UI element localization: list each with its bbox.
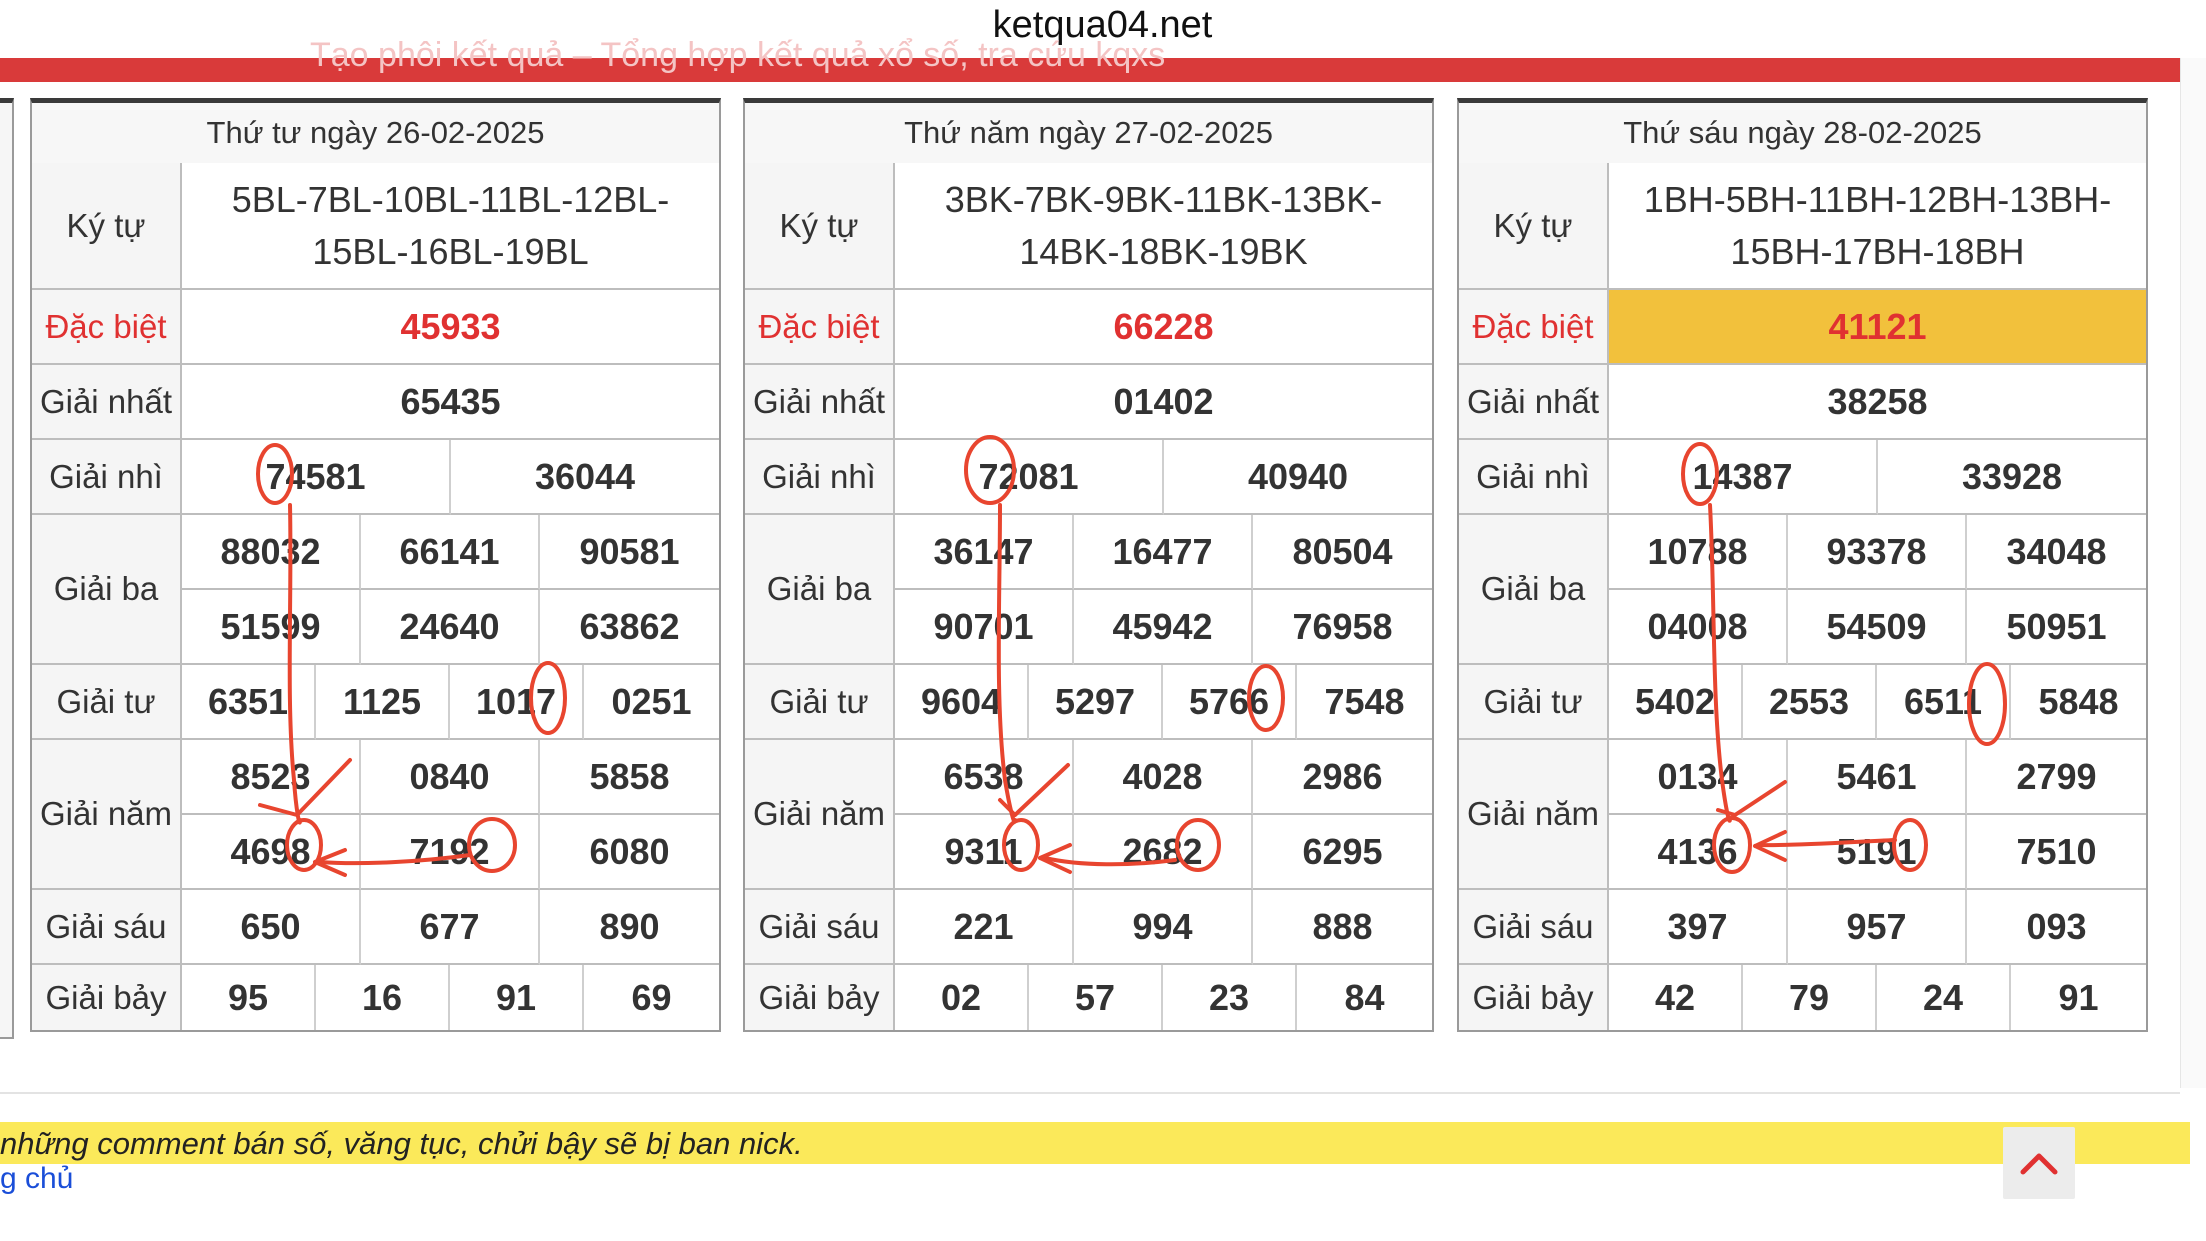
- third-prize: 50951: [1967, 590, 2146, 665]
- fifth-prize: 6080: [540, 815, 719, 890]
- serial-codes: [1609, 163, 2146, 290]
- sixth-prize: 397: [1609, 890, 1788, 965]
- previous-result-card-edge: [0, 98, 14, 1039]
- sixth-prize: 957: [1788, 890, 1967, 965]
- second-prize: 36044: [451, 440, 719, 515]
- banner-text: Tạo phôi kết quả – Tổng hợp kết quả xổ số, tra cứu kqxs: [310, 36, 1166, 74]
- label-giai-nam: Giải năm: [745, 740, 895, 890]
- fourth-prize: 1017: [450, 665, 584, 740]
- fourth-prize: 5297: [1029, 665, 1163, 740]
- seventh-prize: 42: [1609, 965, 1743, 1030]
- result-card-1: [30, 98, 721, 1032]
- label-giai-ba: Giải ba: [745, 515, 895, 665]
- seventh-prize: 95: [182, 965, 316, 1030]
- fourth-prize: 5848: [2011, 665, 2146, 740]
- fifth-prize: 8523: [182, 740, 361, 815]
- serial-line-1: 5BL-7BL-10BL-11BL-12BL-: [231, 178, 670, 220]
- first-prize: 38258: [1609, 365, 2146, 440]
- seventh-prize: 24: [1877, 965, 2011, 1030]
- red-nav-bar: [0, 36, 2180, 82]
- serial-codes: [895, 163, 1432, 290]
- third-prize: 93378: [1788, 515, 1967, 590]
- label-kytu: Ký tự: [32, 163, 182, 290]
- seventh-prize: 02: [895, 965, 1029, 1030]
- third-prize: 80504: [1253, 515, 1432, 590]
- label-giai-nhi: Giải nhì: [745, 440, 895, 515]
- sixth-prize: 677: [361, 890, 540, 965]
- seventh-prize: 79: [1743, 965, 1877, 1030]
- fifth-prize: 2682: [1074, 815, 1253, 890]
- chevron-up-icon: [2019, 1150, 2059, 1176]
- first-prize: 01402: [895, 365, 1432, 440]
- label-giai-sau: Giải sáu: [745, 890, 895, 965]
- fifth-prize: 9311: [895, 815, 1074, 890]
- third-prize: 10788: [1609, 515, 1788, 590]
- sixth-prize: 890: [540, 890, 719, 965]
- label-giai-sau: Giải sáu: [32, 890, 182, 965]
- label-giai-nhi: Giải nhì: [32, 440, 182, 515]
- fifth-prize: 2799: [1967, 740, 2146, 815]
- label-giai-nhi: Giải nhì: [1459, 440, 1609, 515]
- card-date-header: Thứ năm ngày 27-02-2025: [745, 103, 1432, 165]
- third-prize: 24640: [361, 590, 540, 665]
- label-kytu: Ký tự: [745, 163, 895, 290]
- fifth-prize: 0840: [361, 740, 540, 815]
- serial-codes: [182, 163, 719, 290]
- seventh-prize: 84: [1297, 965, 1432, 1030]
- label-giai-nam: Giải năm: [32, 740, 182, 890]
- label-giai-sau: Giải sáu: [1459, 890, 1609, 965]
- fourth-prize: 9604: [895, 665, 1029, 740]
- fifth-prize: 5191: [1788, 815, 1967, 890]
- label-dac-biet: Đặc biệt: [32, 290, 182, 365]
- label-giai-ba: Giải ba: [32, 515, 182, 665]
- third-prize: 51599: [182, 590, 361, 665]
- fourth-prize: 5766: [1163, 665, 1297, 740]
- result-card-2: [743, 98, 1434, 1032]
- fourth-prize: 6511: [1877, 665, 2011, 740]
- scrollbar[interactable]: [2180, 58, 2206, 1088]
- fourth-prize: 0251: [584, 665, 719, 740]
- home-link[interactable]: g chủ: [0, 1162, 74, 1195]
- seventh-prize: 91: [2011, 965, 2146, 1030]
- sixth-prize: 093: [1967, 890, 2146, 965]
- third-prize: 76958: [1253, 590, 1432, 665]
- label-giai-bay: Giải bảy: [32, 965, 182, 1030]
- fifth-prize: 4028: [1074, 740, 1253, 815]
- label-giai-nhat: Giải nhất: [32, 365, 182, 440]
- serial-line-2: 15BL-16BL-19BL: [312, 230, 589, 272]
- serial-line-2: 15BH-17BH-18BH: [1730, 230, 2025, 272]
- third-prize: 45942: [1074, 590, 1253, 665]
- fifth-prize: 0134: [1609, 740, 1788, 815]
- third-prize: 04008: [1609, 590, 1788, 665]
- special-prize-highlighted: 41121: [1609, 290, 2146, 365]
- fifth-prize: 4698: [182, 815, 361, 890]
- third-prize: 34048: [1967, 515, 2146, 590]
- third-prize: 90581: [540, 515, 719, 590]
- notice-text: những comment bán số, văng tục, chửi bậy sẽ bị ban nick.: [0, 1126, 803, 1161]
- result-card-3: [1457, 98, 2148, 1032]
- fifth-prize: 5461: [1788, 740, 1967, 815]
- fourth-prize: 7548: [1297, 665, 1432, 740]
- serial-line-2: 14BK-18BK-19BK: [1019, 230, 1308, 272]
- fourth-prize: 5402: [1609, 665, 1743, 740]
- second-prize: 40940: [1164, 440, 1432, 515]
- card-date-header: Thứ tư ngày 26-02-2025: [32, 103, 719, 165]
- seventh-prize: 57: [1029, 965, 1163, 1030]
- seventh-prize: 69: [584, 965, 719, 1030]
- fifth-prize: 2986: [1253, 740, 1432, 815]
- sixth-prize: 221: [895, 890, 1074, 965]
- label-giai-ba: Giải ba: [1459, 515, 1609, 665]
- fifth-prize: 6538: [895, 740, 1074, 815]
- fourth-prize: 6351: [182, 665, 316, 740]
- fourth-prize: 2553: [1743, 665, 1877, 740]
- scroll-to-top-button[interactable]: [2003, 1127, 2075, 1199]
- third-prize: 90701: [895, 590, 1074, 665]
- third-prize: 54509: [1788, 590, 1967, 665]
- fifth-prize: 4136: [1609, 815, 1788, 890]
- seventh-prize: 91: [450, 965, 584, 1030]
- serial-line-1: 3BK-7BK-9BK-11BK-13BK-: [944, 178, 1383, 220]
- second-prize: 74581: [182, 440, 451, 515]
- second-prize: 14387: [1609, 440, 1878, 515]
- sixth-prize: 994: [1074, 890, 1253, 965]
- label-dac-biet: Đặc biệt: [1459, 290, 1609, 365]
- fifth-prize: 5858: [540, 740, 719, 815]
- special-prize: 45933: [182, 290, 719, 365]
- site-title[interactable]: ketqua04.net: [992, 4, 1213, 46]
- second-prize: 72081: [895, 440, 1164, 515]
- label-giai-tu: Giải tư: [745, 665, 895, 740]
- label-giai-nhat: Giải nhất: [1459, 365, 1609, 440]
- label-giai-bay: Giải bảy: [1459, 965, 1609, 1030]
- sixth-prize: 650: [182, 890, 361, 965]
- special-prize: 66228: [895, 290, 1432, 365]
- label-kytu: Ký tự: [1459, 163, 1609, 290]
- notice-bar: [0, 1122, 2190, 1164]
- third-prize: 16477: [1074, 515, 1253, 590]
- label-giai-tu: Giải tư: [1459, 665, 1609, 740]
- fifth-prize: 7192: [361, 815, 540, 890]
- fifth-prize: 7510: [1967, 815, 2146, 890]
- seventh-prize: 23: [1163, 965, 1297, 1030]
- sixth-prize: 888: [1253, 890, 1432, 965]
- third-prize: 88032: [182, 515, 361, 590]
- label-giai-nam: Giải năm: [1459, 740, 1609, 890]
- label-giai-nhat: Giải nhất: [745, 365, 895, 440]
- third-prize: 36147: [895, 515, 1074, 590]
- fourth-prize: 1125: [316, 665, 450, 740]
- serial-line-1: 1BH-5BH-11BH-12BH-13BH-: [1643, 178, 2112, 220]
- third-prize: 63862: [540, 590, 719, 665]
- label-dac-biet: Đặc biệt: [745, 290, 895, 365]
- label-giai-tu: Giải tư: [32, 665, 182, 740]
- seventh-prize: 16: [316, 965, 450, 1030]
- fifth-prize: 6295: [1253, 815, 1432, 890]
- card-date-header: Thứ sáu ngày 28-02-2025: [1459, 103, 2146, 165]
- first-prize: 65435: [182, 365, 719, 440]
- second-prize: 33928: [1878, 440, 2146, 515]
- label-giai-bay: Giải bảy: [745, 965, 895, 1030]
- third-prize: 66141: [361, 515, 540, 590]
